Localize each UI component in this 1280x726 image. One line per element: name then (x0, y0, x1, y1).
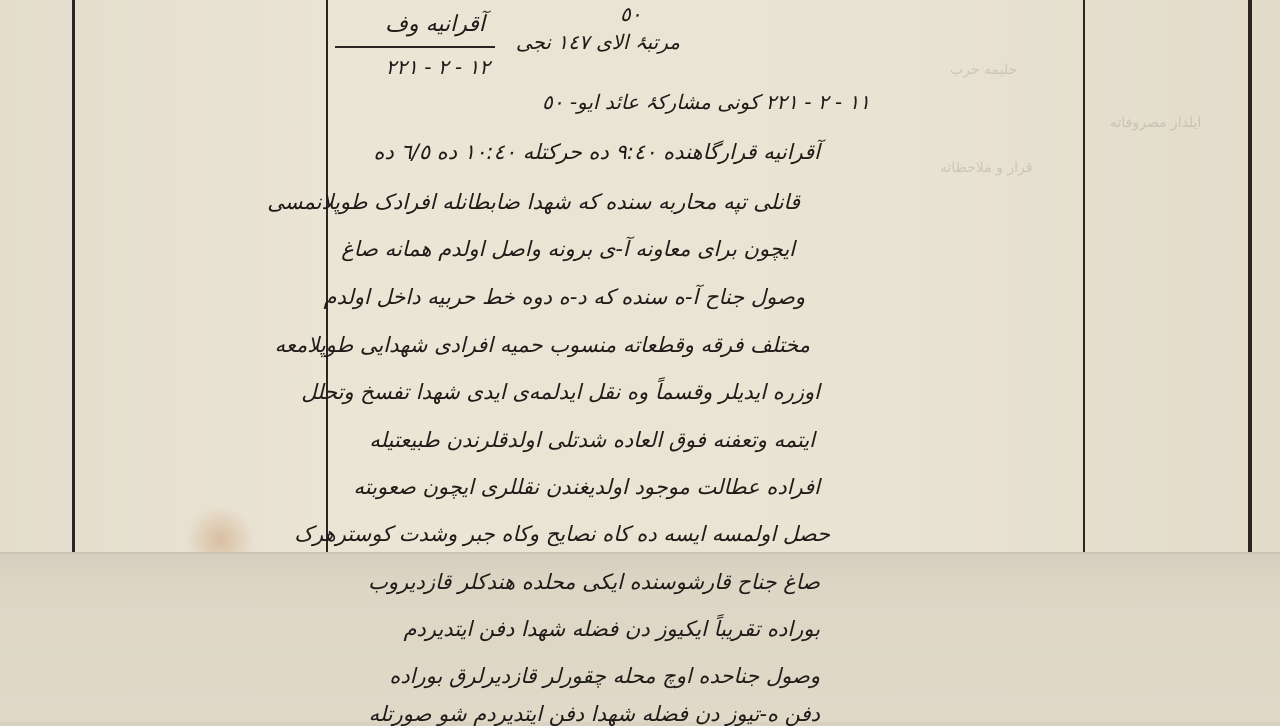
margin-note: قرار و ملاحظاته (940, 160, 1033, 176)
header-top-number: ٥٠ (620, 2, 642, 26)
text-line: اوزره ایدیلر وقسماً وه نقل ایدلمه‌ی ایدی شهدا تفسخ وتحلل (301, 380, 820, 404)
margin-note: ایلداز مصروفاته (1110, 115, 1202, 131)
header-date: ١٢ - ٢ - ٢٢١ (385, 55, 490, 79)
header-rule (335, 46, 495, 48)
text-line: وصول جناحده اوچ محله چقورلر قازدیرلرق بوراده (389, 664, 820, 688)
header-title: آقرانیه وف (385, 12, 485, 37)
text-line: دفن ه-تیوز دن فضله شهدا دفن ایتدیردم شو صورتله (368, 702, 820, 726)
header-subtitle: مرتبۂ الای ١٤٧ نجی (515, 30, 680, 54)
text-line: ایتمه وتعفنه فوق العاده شدتلی اولدقلرندن طبیعتیله (369, 428, 815, 452)
text-line: مختلف فرقه وقطعاته منسوب حمیه افرادی شهدایی طوپلامعه (274, 333, 810, 357)
text-line: وصول جناح آ-ه سنده که د-ه دوه خط حربیه داخل اولدم (323, 285, 805, 309)
text-line: قانلی تپه محاربه سنده که شهدا ضابطانله افرادک طوپلانمسی (267, 190, 800, 214)
text-line: افراده عطالت موجود اولدیغندن نقللری ایچون صعوبته (353, 475, 820, 499)
text-line: ایچون برای معاونه آ-ی برونه واصل اولدم همانه صاغ (341, 237, 795, 261)
text-line: آقرانیه قرارگاهنده ٩:٤٠ ده حرکتله ١٠:٤٠ ده ٦/٥ ده (373, 140, 820, 164)
margin-note: حلیمه حرب (950, 62, 1018, 78)
text-line: حصل اولمسه ایسه ده کاه نصایح وکاه جبر وشدت کوسترهرک (294, 522, 830, 546)
entry-heading: ١١ - ٢ - ٢٢١ کونی مشارکۂ عائد ایو- ٥٠ (541, 90, 870, 114)
text-line: بوراده تقریباً ایکیوز دن فضله شهدا دفن ایتدیردم (403, 617, 820, 641)
text-line: صاغ جناح قارشوسنده ایکی محلده هندکلر قازدیروب (368, 570, 820, 594)
